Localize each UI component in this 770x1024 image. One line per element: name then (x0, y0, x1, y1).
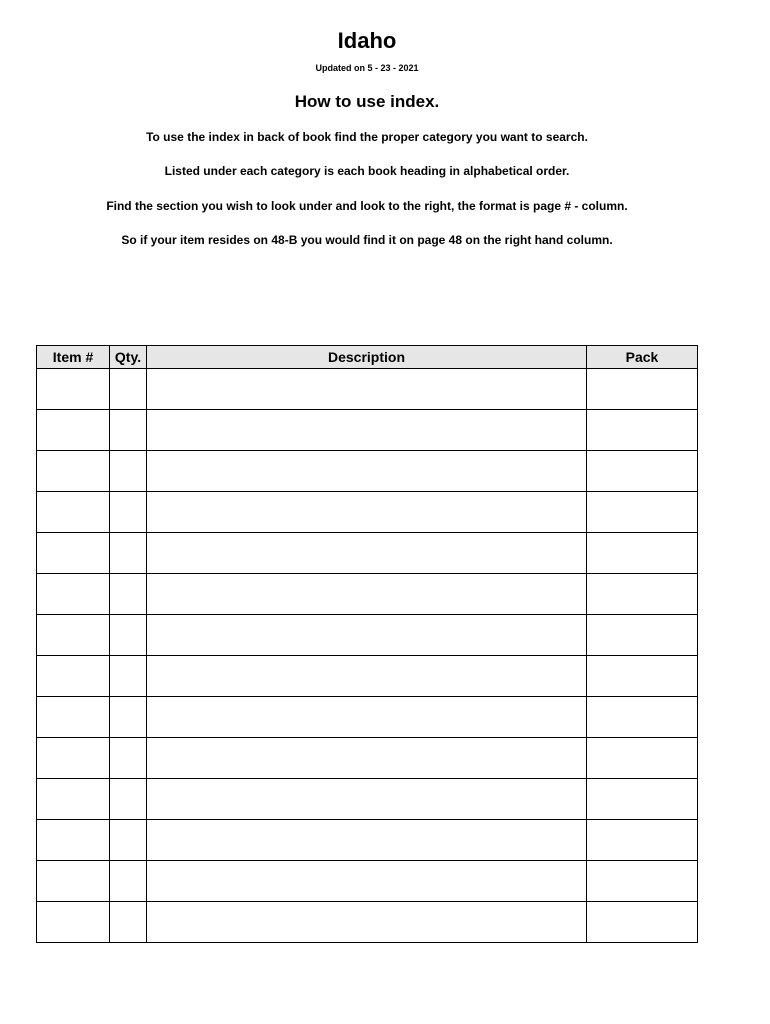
column-header-description: Description (147, 346, 587, 369)
item-number-cell[interactable] (37, 656, 110, 697)
description-cell[interactable] (147, 574, 587, 615)
table-row (37, 779, 698, 820)
qty-cell[interactable] (110, 656, 147, 697)
instruction-line: So if your item resides on 48-B you would find it on page 48 on the right hand column. (121, 233, 613, 247)
table-body (37, 369, 698, 943)
qty-cell[interactable] (110, 861, 147, 902)
description-cell[interactable] (147, 738, 587, 779)
instruction-line: To use the index in back of book find the proper category you want to search. (146, 130, 588, 144)
description-cell[interactable] (147, 861, 587, 902)
table-row (37, 738, 698, 779)
qty-cell[interactable] (110, 820, 147, 861)
pack-cell[interactable] (587, 369, 698, 410)
table-row (37, 369, 698, 410)
item-number-cell[interactable] (37, 738, 110, 779)
item-number-cell[interactable] (37, 861, 110, 902)
table-row (37, 574, 698, 615)
column-header-qty: Qty. (110, 346, 147, 369)
item-number-cell[interactable] (37, 574, 110, 615)
qty-cell[interactable] (110, 738, 147, 779)
instruction-line: Find the section you wish to look under and look to the right, the format is page # - column. (106, 199, 628, 213)
description-cell[interactable] (147, 779, 587, 820)
pack-cell[interactable] (587, 410, 698, 451)
updated-date: Updated on 5 - 23 - 2021 (315, 63, 419, 73)
description-cell[interactable] (147, 492, 587, 533)
item-number-cell[interactable] (37, 902, 110, 943)
pack-cell[interactable] (587, 820, 698, 861)
table-row (37, 410, 698, 451)
qty-cell[interactable] (110, 615, 147, 656)
qty-cell[interactable] (110, 410, 147, 451)
pack-cell[interactable] (587, 656, 698, 697)
section-heading: How to use index. (294, 92, 440, 111)
qty-cell[interactable] (110, 697, 147, 738)
page-title: Idaho (337, 28, 397, 53)
table-row (37, 697, 698, 738)
item-number-cell[interactable] (37, 410, 110, 451)
table-row (37, 902, 698, 943)
qty-cell[interactable] (110, 369, 147, 410)
qty-cell[interactable] (110, 533, 147, 574)
table-row (37, 656, 698, 697)
item-number-cell[interactable] (37, 820, 110, 861)
pack-cell[interactable] (587, 861, 698, 902)
description-cell[interactable] (147, 410, 587, 451)
column-header-item: Item # (37, 346, 110, 369)
pack-cell[interactable] (587, 451, 698, 492)
description-cell[interactable] (147, 451, 587, 492)
description-cell[interactable] (147, 820, 587, 861)
table-row (37, 820, 698, 861)
description-cell[interactable] (147, 369, 587, 410)
pack-cell[interactable] (587, 615, 698, 656)
table-row (37, 533, 698, 574)
column-header-pack: Pack (587, 346, 698, 369)
item-number-cell[interactable] (37, 779, 110, 820)
item-number-cell[interactable] (37, 492, 110, 533)
pack-cell[interactable] (587, 533, 698, 574)
item-number-cell[interactable] (37, 369, 110, 410)
pack-cell[interactable] (587, 574, 698, 615)
item-number-cell[interactable] (37, 451, 110, 492)
table-row (37, 615, 698, 656)
qty-cell[interactable] (110, 574, 147, 615)
description-cell[interactable] (147, 902, 587, 943)
order-table (36, 345, 698, 943)
pack-cell[interactable] (587, 779, 698, 820)
table-row (37, 492, 698, 533)
pack-cell[interactable] (587, 492, 698, 533)
item-number-cell[interactable] (37, 615, 110, 656)
description-cell[interactable] (147, 697, 587, 738)
qty-cell[interactable] (110, 492, 147, 533)
item-number-cell[interactable] (37, 533, 110, 574)
description-cell[interactable] (147, 615, 587, 656)
table-row (37, 861, 698, 902)
qty-cell[interactable] (110, 779, 147, 820)
qty-cell[interactable] (110, 902, 147, 943)
qty-cell[interactable] (110, 451, 147, 492)
description-cell[interactable] (147, 656, 587, 697)
description-cell[interactable] (147, 533, 587, 574)
instruction-line: Listed under each category is each book heading in alphabetical order. (164, 164, 570, 178)
table-row (37, 451, 698, 492)
pack-cell[interactable] (587, 902, 698, 943)
table-header-row (37, 346, 698, 369)
pack-cell[interactable] (587, 697, 698, 738)
pack-cell[interactable] (587, 738, 698, 779)
item-number-cell[interactable] (37, 697, 110, 738)
